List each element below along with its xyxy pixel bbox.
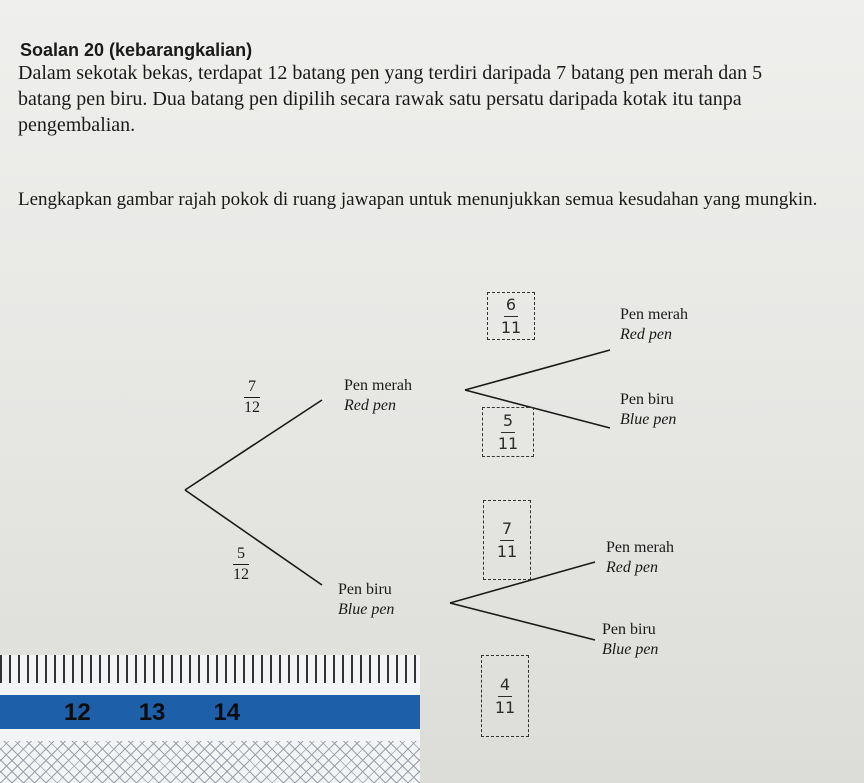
answer-blue-red-num: 7 [501,518,513,538]
ruler-number: 13 [138,699,166,726]
label-red-red [620,305,688,345]
instruction-paragraph: Lengkapkan gambar rajah pokok di ruang jawapan untuk menunjukkan semua kesudahan yang mungkin. [18,189,818,210]
answer-blue-blue-num: 4 [499,674,511,694]
label-first-blue [338,580,394,620]
label-first-blue-ms: Pen biru [338,581,392,598]
fraction-bar [244,397,260,398]
answer-box-blue-blue[interactable] [481,655,529,737]
fraction-bar [498,696,512,697]
answer-red-red-den: 11 [500,317,522,337]
prob-first-red-num: 7 [248,378,256,395]
prob-first-red [244,378,260,417]
branch-first-blue [185,490,322,585]
ruler-pattern [0,741,420,783]
label-blue-blue [602,620,658,660]
label-first-blue-en: Blue pen [338,601,395,618]
label-first-red [344,376,412,416]
answer-box-red-red[interactable] [487,292,535,340]
label-red-blue-en: Blue pen [620,411,677,428]
label-red-blue [620,390,676,430]
label-red-red-ms: Pen merah [620,306,688,323]
answer-blue-blue-den: 11 [494,697,516,717]
answer-red-blue-den: 11 [497,433,519,453]
answer-red-blue-num: 5 [502,410,514,430]
label-blue-red-ms: Pen merah [606,539,674,556]
label-blue-red [606,538,674,578]
branch-blue-blue [450,603,595,640]
fraction-bar [233,564,249,565]
ruler-number: 12 [64,699,91,726]
answer-red-red-num: 6 [505,294,517,314]
label-blue-blue-en: Blue pen [602,641,659,658]
prob-first-red-den: 12 [244,399,260,416]
fraction-bar [500,540,514,541]
ruler-number: 14 [213,699,241,726]
fraction-bar [504,316,518,317]
answer-box-red-blue[interactable] [482,407,534,457]
fraction-bar [501,432,515,433]
prob-first-blue-den: 12 [233,566,249,583]
label-first-red-en: Red pen [344,397,396,414]
answer-box-blue-red[interactable] [483,500,531,580]
label-blue-blue-ms: Pen biru [602,621,656,638]
prob-first-blue-num: 5 [237,545,245,562]
label-first-red-ms: Pen merah [344,377,412,394]
label-red-red-en: Red pen [620,326,672,343]
question-paragraph: Dalam sekotak bekas, terdapat 12 batang pen yang terdiri daripada 7 batang pen merah dan 5 batang pen biru. Dua batang pen dipilih secara rawak satu persatu daripada kotak itu tanpa pengembalian. [18,62,763,136]
ruler-numbers [4,699,288,727]
label-red-blue-ms: Pen biru [620,391,674,408]
branch-red-red [465,350,610,390]
prob-first-blue [233,545,249,584]
ruler-ticks [0,655,420,683]
question-heading: Soalan 20 (kebarangkalian) [20,40,253,60]
ruler [0,655,420,783]
label-blue-red-en: Red pen [606,559,658,576]
answer-blue-red-den: 11 [496,541,518,561]
